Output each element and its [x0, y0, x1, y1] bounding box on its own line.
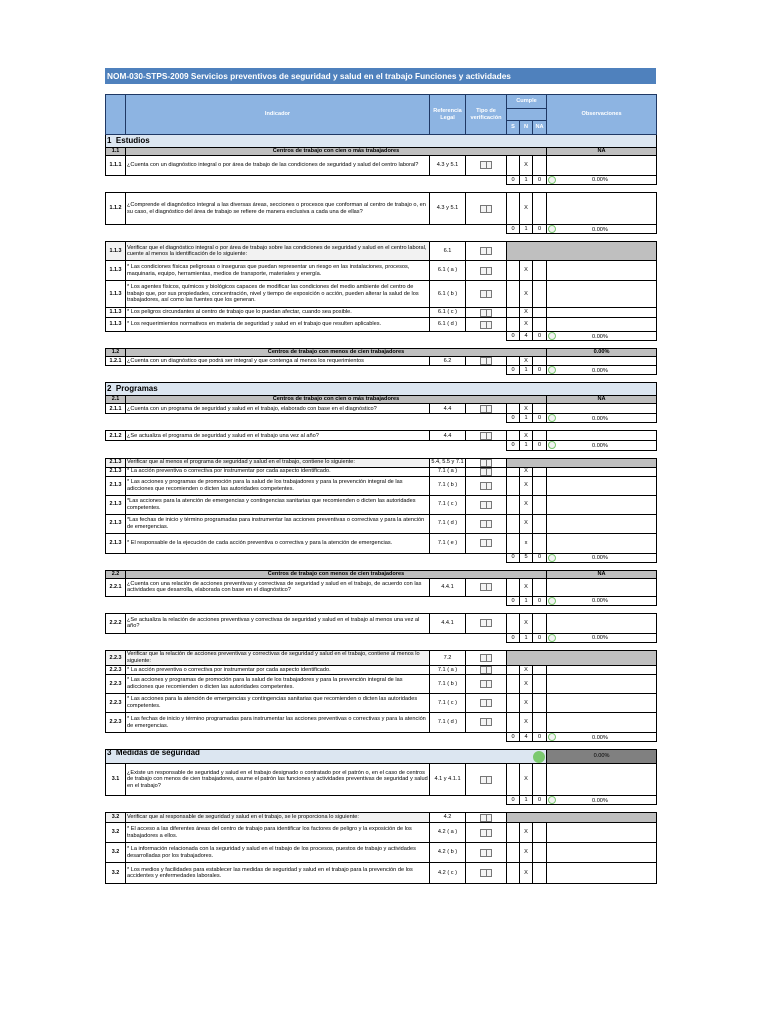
header-referencia: Referencia Legal [430, 95, 466, 135]
row-reference: 7.1 ( b ) [430, 476, 466, 495]
row-reference: 7.1 ( c ) [430, 495, 466, 514]
row-observation[interactable] [547, 578, 657, 596]
row-number: 2.1.3 [106, 514, 126, 533]
row-number: 1.1.3 [106, 261, 126, 281]
row-indicator: * Las fechas de inicio y término programadas para instrumentar las acciones preventivas o correctivas y para la atención de emergencias. [126, 713, 430, 733]
check-na[interactable] [533, 694, 547, 713]
table-row [106, 193, 657, 225]
row-reference: 7.1 ( c ) [430, 694, 466, 713]
header-s: S [507, 121, 520, 135]
row-number: 3.1 [106, 764, 126, 796]
row-indicator: ¿Cuenta con un diagnóstico integral o por área de trabajo de las condiciones de seguridad y salud del centro laboral? [126, 156, 430, 176]
check-na[interactable] [533, 713, 547, 733]
row-number: 2.1.3 [106, 476, 126, 495]
grey-block [507, 458, 657, 467]
table-row [106, 242, 657, 261]
verification-book-icon[interactable] [466, 843, 507, 863]
row-observation[interactable] [547, 318, 657, 332]
check-na[interactable] [533, 156, 547, 176]
check-n[interactable]: X [520, 156, 533, 176]
check-na[interactable] [533, 675, 547, 694]
table-row [106, 357, 657, 366]
document-title: NOM-030-STPS-2009 Servicios preventivos de seguridad y salud en el trabajo Funciones y actividades [105, 68, 656, 84]
row-number: 1.1.3 [106, 308, 126, 318]
check-na[interactable] [533, 357, 547, 366]
subsection-obs: NA [547, 396, 657, 404]
table-row [106, 404, 657, 414]
status-dot-icon [548, 733, 556, 741]
row-indicator: * Los peligros circundantes al centro de trabajo que lo puedan afectar, cuando sea posible. [126, 308, 430, 318]
check-n[interactable]: X [520, 578, 533, 596]
row-indicator: ¿Cuenta con un programa de seguridad y salud en el trabajo, elaborado con base en el diagnóstico? [126, 404, 430, 414]
check-n[interactable]: X [520, 476, 533, 495]
row-observation[interactable] [547, 404, 657, 414]
verification-book-icon[interactable] [466, 764, 507, 796]
table-row [106, 476, 657, 495]
table-row [106, 863, 657, 884]
row-observation[interactable] [547, 694, 657, 713]
check-s[interactable] [507, 156, 520, 176]
row-number: 2.1.3 [106, 495, 126, 514]
row-indicator: * Los agentes físicos, químicos y biológicos capaces de modificar las condiciones del medio ambiente del centro de trabajo que, por sus propiedades, concentración, nivel y tiempo de exposición o acción, pueden alterar la salud de los trabajadores, así como las fuentes que los generan. [126, 281, 430, 308]
row-number: 2.2.2 [106, 613, 126, 633]
header-observaciones: Observaciones [547, 95, 657, 135]
check-s[interactable] [507, 823, 520, 843]
status-dot-icon [548, 366, 556, 374]
subsection-obs: NA [547, 570, 657, 578]
verification-book-icon[interactable] [466, 713, 507, 733]
check-s[interactable] [507, 318, 520, 332]
check-s[interactable] [507, 514, 520, 533]
row-observation[interactable] [547, 843, 657, 863]
row-reference: 4.3 y 5.1 [430, 156, 466, 176]
table-row [106, 281, 657, 308]
check-n[interactable]: X [520, 318, 533, 332]
status-dot-icon [548, 554, 556, 562]
status-dot-icon [548, 597, 556, 605]
row-reference: 4.1 y 4.1.1 [430, 764, 466, 796]
table-row [106, 261, 657, 281]
subsection-number: 2.2 [106, 570, 126, 578]
row-indicator: ¿Cuenta con un diagnóstico que podrá ser integral y que contenga al menos los requerimientos [126, 357, 430, 366]
row-observation[interactable] [547, 764, 657, 796]
table-row [106, 694, 657, 713]
subsection-number: 2.1 [106, 396, 126, 404]
check-s[interactable] [507, 281, 520, 308]
verification-book-icon[interactable] [466, 281, 507, 308]
check-na[interactable] [533, 514, 547, 533]
row-indicator: ¿Comprende el diagnóstico integral a las diversas áreas, secciones o procesos que conforman al centro de trabajo o, en su caso, el diagnóstico del área de trabajo se refiere de manera exclusiva a cada una de ellas? [126, 193, 430, 225]
row-reference: 4.2 ( a ) [430, 823, 466, 843]
table-row [106, 650, 657, 665]
check-na[interactable] [533, 843, 547, 863]
check-n[interactable]: X [520, 694, 533, 713]
row-number: 1.1.1 [106, 156, 126, 176]
row-reference: 4.2 ( c ) [430, 863, 466, 884]
verification-book-icon[interactable] [466, 665, 507, 674]
row-reference: 4.4 [430, 404, 466, 414]
row-indicator: ¿Se actualiza la relación de acciones preventivas y correctivas de seguridad y salud en el trabajo al menos una vez al año? [126, 613, 430, 633]
row-observation[interactable] [547, 675, 657, 694]
row-observation[interactable] [547, 514, 657, 533]
check-na[interactable] [533, 613, 547, 633]
row-indicator: *Las acciones para la atención de emergencias y contingencias sanitarias que recomienden o dicten las autoridades competentes. [126, 495, 430, 514]
table-row [106, 764, 657, 796]
check-s[interactable] [507, 431, 520, 441]
check-n[interactable]: X [520, 613, 533, 633]
row-observation[interactable] [547, 476, 657, 495]
table-row [106, 533, 657, 553]
row-reference: 6.1 ( c ) [430, 308, 466, 318]
row-reference: 6.1 ( d ) [430, 318, 466, 332]
status-dot-icon [548, 634, 556, 642]
total-row: 0 1 0 0.00% [106, 596, 657, 605]
table-row [106, 823, 657, 843]
row-indicator: * Las acciones y programas de promoción para la salud de los trabajadores y para la prevención integral de las adicciones que recomienden o dicten las autoridades competentes. [126, 476, 430, 495]
check-na[interactable] [533, 431, 547, 441]
header-tipo: Tipo de verificación [466, 95, 507, 135]
grey-block [507, 650, 657, 665]
subsection-label: Centros de trabajo con menos de cien trabajadores [126, 349, 547, 357]
row-reference: 4.4.1 [430, 578, 466, 596]
check-n[interactable]: X [520, 843, 533, 863]
row-number: 2.1.3 [106, 467, 126, 476]
status-dot-icon [548, 176, 556, 184]
row-reference: 6.2 [430, 357, 466, 366]
total-row: 0 5 0 0.00% [106, 553, 657, 562]
row-number: 2.2.3 [106, 650, 126, 665]
row-reference: 4.4.1 [430, 613, 466, 633]
check-n[interactable]: X [520, 665, 533, 674]
check-s[interactable] [507, 675, 520, 694]
subsection-obs: 0.00% [547, 349, 657, 357]
status-dot-icon [548, 414, 556, 422]
check-s[interactable] [507, 843, 520, 863]
table-row [106, 495, 657, 514]
row-number: 2.1.2 [106, 431, 126, 441]
section-2-title: 2 Programas [106, 383, 657, 396]
total-row: 0 4 0 0.00% [106, 332, 657, 341]
row-observation[interactable] [547, 357, 657, 366]
row-reference: 7.1 ( d ) [430, 713, 466, 733]
check-na[interactable] [533, 823, 547, 843]
row-observation[interactable] [547, 863, 657, 884]
verification-book-icon[interactable] [466, 308, 507, 318]
table-row [106, 308, 657, 318]
section-3-obs: 0.00% [547, 750, 657, 764]
verification-book-icon[interactable] [466, 458, 507, 467]
grey-block [507, 813, 657, 823]
row-observation[interactable] [547, 713, 657, 733]
total-row: 0 1 0 0.00% [106, 225, 657, 234]
check-n[interactable]: X [520, 675, 533, 694]
verification-book-icon[interactable] [466, 357, 507, 366]
row-indicator: Verificar que al menos el programa de seguridad y salud en el trabajo, contiene lo siguiente: [126, 458, 430, 467]
row-observation[interactable] [547, 308, 657, 318]
row-reference: 4.2 [430, 813, 466, 823]
check-n[interactable]: X [520, 467, 533, 476]
verification-book-icon[interactable] [466, 863, 507, 884]
check-n[interactable]: X [520, 823, 533, 843]
check-na[interactable] [533, 193, 547, 225]
check-na[interactable] [533, 404, 547, 414]
row-number: 3.2 [106, 823, 126, 843]
verification-book-icon[interactable] [466, 242, 507, 261]
check-na[interactable] [533, 318, 547, 332]
row-number: 2.2.1 [106, 578, 126, 596]
check-n[interactable]: X [520, 261, 533, 281]
table-row [106, 713, 657, 733]
check-n[interactable]: X [520, 764, 533, 796]
row-reference: 7.1 ( a ) [430, 467, 466, 476]
row-reference: 6.1 [430, 242, 466, 261]
subsection-label: Centros de trabajo con cien o más trabajadores [126, 148, 547, 156]
check-s[interactable] [507, 357, 520, 366]
row-number: 2.1.3 [106, 533, 126, 553]
row-number: 2.2.3 [106, 694, 126, 713]
row-indicator: * Las acciones y programas de promoción para la salud de los trabajadores y para la prevención integral de las adicciones que recomienden o dicten las autoridades competentes. [126, 675, 430, 694]
row-reference: 4.2 ( b ) [430, 843, 466, 863]
check-n[interactable]: X [520, 357, 533, 366]
check-na[interactable] [533, 261, 547, 281]
row-observation[interactable] [547, 281, 657, 308]
verification-book-icon[interactable] [466, 318, 507, 332]
row-indicator: * La acción preventiva o correctiva por instrumentar por cada aspecto identificado. [126, 467, 430, 476]
total-row: 0 1 0 0.00% [106, 441, 657, 450]
check-s[interactable] [507, 467, 520, 476]
verification-book-icon[interactable] [466, 404, 507, 414]
verification-book-icon[interactable] [466, 495, 507, 514]
table-row [106, 467, 657, 476]
row-number: 2.2.3 [106, 713, 126, 733]
verification-book-icon[interactable] [466, 514, 507, 533]
row-reference: 4.4 [430, 431, 466, 441]
check-s[interactable] [507, 476, 520, 495]
check-n[interactable]: X [520, 431, 533, 441]
row-indicator: ¿Se actualiza el programa de seguridad y salud en el trabajo una vez al año? [126, 431, 430, 441]
row-number: 3.2 [106, 813, 126, 823]
row-reference: 7.2 [430, 650, 466, 665]
row-indicator: * El responsable de la ejecución de cada acción preventiva o correctiva y para la atención de emergencias. [126, 533, 430, 553]
row-indicator: Verificar que el diagnóstico integral o por área de trabajo sobre las condiciones de seguridad y salud en el centro laboral, cuente al menos la identificación de lo siguiente: [126, 242, 430, 261]
section-3-title: 3 Medidas de seguridad [106, 750, 547, 764]
row-observation[interactable] [547, 156, 657, 176]
verification-book-icon[interactable] [466, 650, 507, 665]
table-row [106, 813, 657, 823]
row-reference: 7.1 ( a ) [430, 665, 466, 674]
subsection-number: 1.2 [106, 349, 126, 357]
row-observation[interactable] [547, 467, 657, 476]
row-number: 1.2.1 [106, 357, 126, 366]
check-n[interactable]: X [520, 308, 533, 318]
table-row [106, 675, 657, 694]
total-row: 0 1 0 0.00% [106, 633, 657, 642]
check-s[interactable] [507, 713, 520, 733]
check-n[interactable]: X [520, 514, 533, 533]
total-row: 0 1 0 0.00% [106, 796, 657, 805]
row-indicator: * El acceso a las diferentes áreas del centro de trabajo para identificar los factores de peligro y la exposición de los trabajadores a ellos. [126, 823, 430, 843]
status-dot-icon [548, 796, 556, 804]
check-s[interactable] [507, 533, 520, 553]
check-s[interactable] [507, 495, 520, 514]
section-1-title: 1 Estudios [106, 135, 657, 148]
header-na: NA [533, 121, 547, 135]
check-s[interactable] [507, 308, 520, 318]
check-s[interactable] [507, 694, 520, 713]
check-s[interactable] [507, 261, 520, 281]
row-observation[interactable] [547, 613, 657, 633]
verification-book-icon[interactable] [466, 261, 507, 281]
check-s[interactable] [507, 863, 520, 884]
row-observation[interactable] [547, 823, 657, 843]
check-s[interactable] [507, 578, 520, 596]
check-n[interactable]: X [520, 713, 533, 733]
check-na[interactable] [533, 863, 547, 884]
check-na[interactable] [533, 308, 547, 318]
row-number: 2.2.3 [106, 665, 126, 674]
verification-book-icon[interactable] [466, 694, 507, 713]
row-indicator: * Los requerimientos normativos en materia de seguridad y salud en el trabajo que resulten aplicables. [126, 318, 430, 332]
row-observation[interactable] [547, 495, 657, 514]
total-row: 0 1 0 0.00% [106, 366, 657, 375]
row-number: 1.1.3 [106, 281, 126, 308]
check-n[interactable]: X [520, 193, 533, 225]
verification-book-icon[interactable] [466, 431, 507, 441]
row-reference: 7.1 ( d ) [430, 514, 466, 533]
total-row: 0 1 0 0.00% [106, 176, 657, 185]
header-n: N [520, 121, 533, 135]
row-number: 1.1.3 [106, 318, 126, 332]
row-number: 2.1.1 [106, 404, 126, 414]
check-n[interactable]: X [520, 495, 533, 514]
verification-book-icon[interactable] [466, 578, 507, 596]
verification-book-icon[interactable] [466, 823, 507, 843]
row-observation[interactable] [547, 665, 657, 674]
check-s[interactable] [507, 764, 520, 796]
status-dot-icon [533, 751, 545, 763]
header-blank [106, 95, 126, 135]
subsection-label: Centros de trabajo con cien o más trabajadores [126, 396, 547, 404]
row-number: 3.2 [106, 843, 126, 863]
check-n[interactable]: x [520, 533, 533, 553]
row-observation[interactable] [547, 431, 657, 441]
row-indicator: * Las acciones para la atención de emergencias y contingencias sanitarias que recomienden o dicten las autoridades competentes. [126, 694, 430, 713]
subsection-obs: NA [547, 148, 657, 156]
row-indicator: * La acción preventiva o correctiva por instrumentar por cada aspecto identificado. [126, 665, 430, 674]
row-indicator: * Los medios y facilidades para establecer las medidas de seguridad y salud en el trabajo para la prevención de los accidentes y enfermedades laborales. [126, 863, 430, 884]
table-row [106, 843, 657, 863]
check-na[interactable] [533, 281, 547, 308]
row-indicator: *Las fechas de inicio y término programadas para instrumentar las acciones preventivas o correctivas y para la atención de emergencias. [126, 514, 430, 533]
table-row [106, 665, 657, 674]
verification-book-icon[interactable] [466, 476, 507, 495]
row-reference: 5.4, 5.5 y 7.1 [431, 459, 464, 466]
status-dot-icon [548, 225, 556, 233]
row-indicator: Verificar que la relación de acciones preventivas y correctivas de seguridad y salud en el trabajo, contiene al menos lo siguiente: [126, 650, 430, 665]
verification-book-icon[interactable] [466, 467, 507, 476]
row-number: 3.2 [106, 863, 126, 884]
row-indicator: ¿Existe un responsable de seguridad y salud en el trabajo designado o contratado por el patrón o, en el caso de centros de trabajo con menos de cien trabajadores, asume el patrón las funciones y actividades preventivas de seguridad y salud en el trabajo? [126, 764, 430, 796]
verification-book-icon[interactable] [466, 193, 507, 225]
subsection-number: 1.1 [106, 148, 126, 156]
verification-book-icon[interactable] [466, 156, 507, 176]
table-row [106, 514, 657, 533]
row-indicator: * Las condiciones físicas peligrosas o inseguras que puedan representar un riesgo en las instalaciones, procesos, maquinaria, equipo, herramientas, medios de transporte, materiales y energía. [126, 261, 430, 281]
status-dot-icon [548, 441, 556, 449]
check-n[interactable]: X [520, 863, 533, 884]
row-reference: 4.3 y 5.1 [430, 193, 466, 225]
check-s[interactable] [507, 665, 520, 674]
checklist-table [105, 94, 657, 884]
total-row: 0 4 0 0.00% [106, 733, 657, 742]
table-row [106, 318, 657, 332]
total-row: 0 1 0 0.00% [106, 414, 657, 423]
row-number: 1.1.2 [106, 193, 126, 225]
checklist-page [105, 68, 656, 884]
row-observation[interactable] [547, 193, 657, 225]
check-s[interactable] [507, 613, 520, 633]
row-indicator: Verificar que al responsable de seguridad y salud en el trabajo, se le proporciona lo siguiente: [126, 813, 430, 823]
row-indicator: ¿Cuenta con una relación de acciones preventivas y correctivas de seguridad y salud en el trabajo, de acuerdo con las actividades que desarrolla, elaborada con base en el diagnóstico? [126, 578, 430, 596]
row-reference: 7.1 ( e ) [430, 533, 466, 553]
row-reference: 7.1 ( b ) [430, 675, 466, 694]
header-cumple: Cumple [507, 95, 547, 109]
subsection-label: Centros de trabajo con menos de cien trabajadores [126, 570, 547, 578]
check-na[interactable] [533, 764, 547, 796]
table-row [106, 156, 657, 176]
row-observation[interactable] [547, 261, 657, 281]
table-row [106, 613, 657, 633]
verification-book-icon[interactable] [466, 533, 507, 553]
row-indicator: * La información relacionada con la seguridad y salud en el trabajo de los procesos, puestos de trabajo y actividades desarrolladas por los trabajadores. [126, 843, 430, 863]
row-reference: 6.1 ( a ) [430, 261, 466, 281]
status-dot-icon [548, 332, 556, 340]
verification-book-icon[interactable] [466, 613, 507, 633]
check-na[interactable] [533, 578, 547, 596]
check-s[interactable] [507, 193, 520, 225]
row-reference: 6.1 ( b ) [430, 281, 466, 308]
row-number: 2.2.3 [106, 675, 126, 694]
row-number: 2.1.3 [106, 458, 126, 467]
check-na[interactable] [533, 467, 547, 476]
check-n[interactable]: X [520, 281, 533, 308]
table-row [106, 458, 657, 467]
grey-block [507, 242, 657, 261]
table-row [106, 578, 657, 596]
check-na[interactable] [533, 476, 547, 495]
verification-book-icon[interactable] [466, 675, 507, 694]
row-number: 1.1.3 [106, 242, 126, 261]
check-s[interactable] [507, 404, 520, 414]
table-row [106, 431, 657, 441]
row-observation[interactable] [547, 533, 657, 553]
check-na[interactable] [533, 665, 547, 674]
check-na[interactable] [533, 495, 547, 514]
check-na[interactable] [533, 533, 547, 553]
verification-book-icon[interactable] [466, 813, 507, 823]
header-indicador: Indicador [126, 95, 430, 135]
check-n[interactable]: X [520, 404, 533, 414]
